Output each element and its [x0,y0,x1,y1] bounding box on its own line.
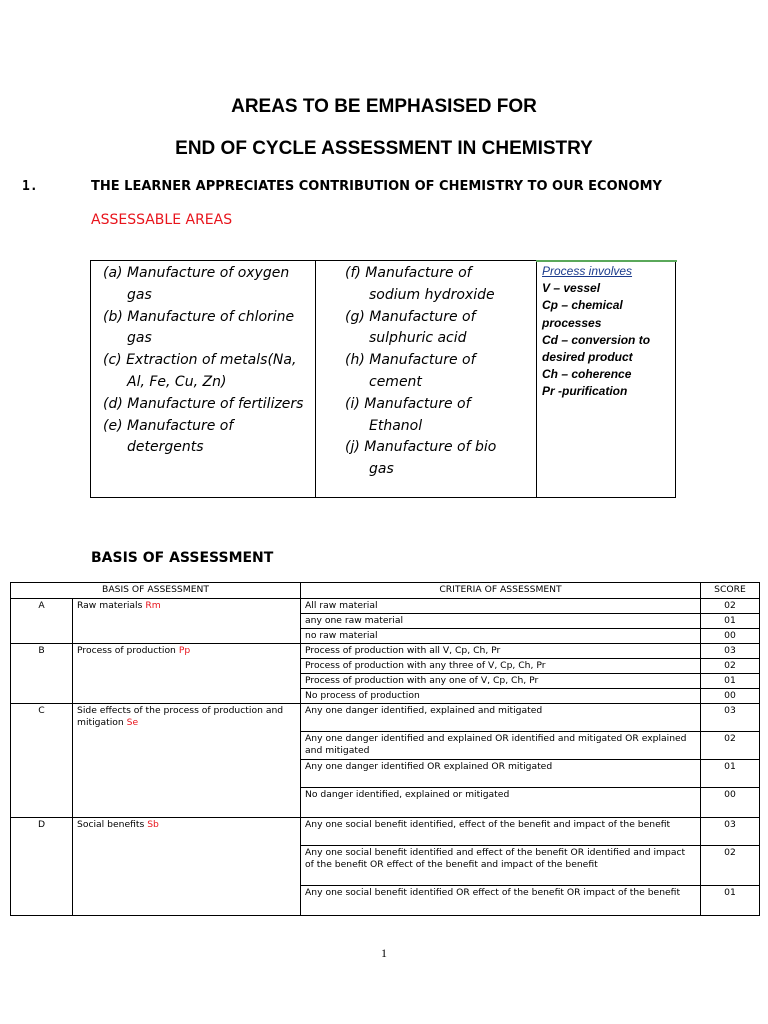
score-cell: 01 [701,674,760,689]
page-number: 1 [381,946,387,960]
table-row [11,644,760,659]
criteria-cell: No process of production [301,689,701,704]
criteria-cell: Process of production with all V, Cp, Ch, Pr [301,644,701,659]
basis-letter: A [11,599,73,644]
area-item: (i) Manufacture of Ethanol [345,395,471,434]
title-line-2: END OF CYCLE ASSESSMENT IN CHEMISTRY [175,138,593,159]
process-list [542,280,672,400]
assessable-areas-heading: ASSESSABLE AREAS [91,212,233,228]
assessable-areas-box [90,260,676,498]
basis-heading: BASIS OF ASSESSMENT [91,550,274,566]
area-item: (e) Manufacture of detergents [103,417,234,456]
score-cell: 00 [701,629,760,644]
criteria-cell: no raw material [301,629,701,644]
score-cell: 01 [701,614,760,629]
criteria-cell: Any one social benefit identified OR effect of the benefit OR impact of the benefit [301,886,701,916]
criteria-cell: Any one danger identified, explained and mitigated [301,704,701,732]
basis-cell [73,644,301,704]
header-criteria: CRITERIA OF ASSESSMENT [301,583,701,599]
score-cell: 03 [701,644,760,659]
basis-cell [73,599,301,644]
table-row [11,818,760,846]
table-row [11,704,760,732]
area-item: (b) Manufacture of chlorine gas [103,308,295,347]
process-item: Ch – coherence [542,367,632,382]
process-item: V – vessel [542,281,601,296]
process-item: Cd – conversion to desired product [542,332,651,365]
score-cell: 01 [701,886,760,916]
basis-code: Se [126,717,139,728]
process-involves-panel [542,263,672,401]
criteria-cell: any one raw material [301,614,701,629]
basis-code: Pp [178,645,191,656]
criteria-cell: Any one danger identified and explained OR identified and mitigated OR explained and mitigated [301,732,701,760]
basis-label: Raw materials [77,600,143,611]
basis-cell [73,704,301,818]
criteria-cell: Any one social benefit identified, effect of the benefit and impact of the benefit [301,818,701,846]
area-item: (d) Manufacture of fertilizers [103,395,304,412]
basis-label: Process of production [77,645,176,656]
basis-code: Rm [145,600,161,611]
area-item: (h) Manufacture of cement [345,352,476,390]
areas-column-2 [345,263,525,481]
area-item: (g) Manufacture of sulphuric acid [345,308,476,347]
process-box-top-border [536,260,677,262]
header-basis: BASIS OF ASSESSMENT [11,583,301,599]
areas-column-1 [103,263,308,459]
score-cell: 03 [701,818,760,846]
score-cell: 02 [701,732,760,760]
assessment-table [10,582,760,916]
area-item: (a) Manufacture of oxygen gas [103,265,290,303]
basis-label: Side effects of the process of production and mitigation [77,705,284,728]
score-cell: 03 [701,704,760,732]
score-cell: 01 [701,760,760,788]
criteria-cell: No danger identified, explained or mitigated [301,788,701,818]
process-involves-heading: Process involves [542,264,633,278]
score-cell: 02 [701,659,760,674]
section-heading: THE LEARNER APPRECIATES CONTRIBUTION OF CHEMISTRY TO OUR ECONOMY [91,179,662,194]
section-number: 1. [22,179,38,194]
criteria-cell: Process of production with any three of V, Cp, Ch, Pr [301,659,701,674]
criteria-cell: Any one danger identified OR explained OR mitigated [301,760,701,788]
score-cell: 00 [701,689,760,704]
title-line-1: AREAS TO BE EMPHASISED FOR [231,96,537,117]
score-cell: 00 [701,788,760,818]
table-header-row [11,583,760,599]
basis-cell [73,818,301,916]
basis-letter: C [11,704,73,818]
criteria-cell: All raw material [301,599,701,614]
basis-letter: D [11,818,73,916]
table-row [11,599,760,614]
criteria-cell: Process of production with any one of V, Cp, Ch, Pr [301,674,701,689]
criteria-cell: Any one social benefit identified and effect of the benefit OR identified and impact of the benefit OR effect of the benefit and impact of the benefit [301,846,701,886]
score-cell: 02 [701,599,760,614]
column-divider [536,261,537,497]
process-item: Pr -purification [542,384,628,399]
basis-label: Social benefits [77,819,145,830]
area-item: (f) Manufacture of sodium hydroxide [345,265,495,303]
area-item: (c) Extraction of metals(Na, Al, Fe, Cu, Zn) [103,352,297,390]
column-divider [315,261,316,497]
basis-code: Sb [147,819,159,830]
area-item: (j) Manufacture of bio gas [345,439,497,478]
basis-letter: B [11,644,73,704]
process-item: Cp – chemical processes [542,298,623,330]
header-score: SCORE [701,583,760,599]
score-cell: 02 [701,846,760,886]
